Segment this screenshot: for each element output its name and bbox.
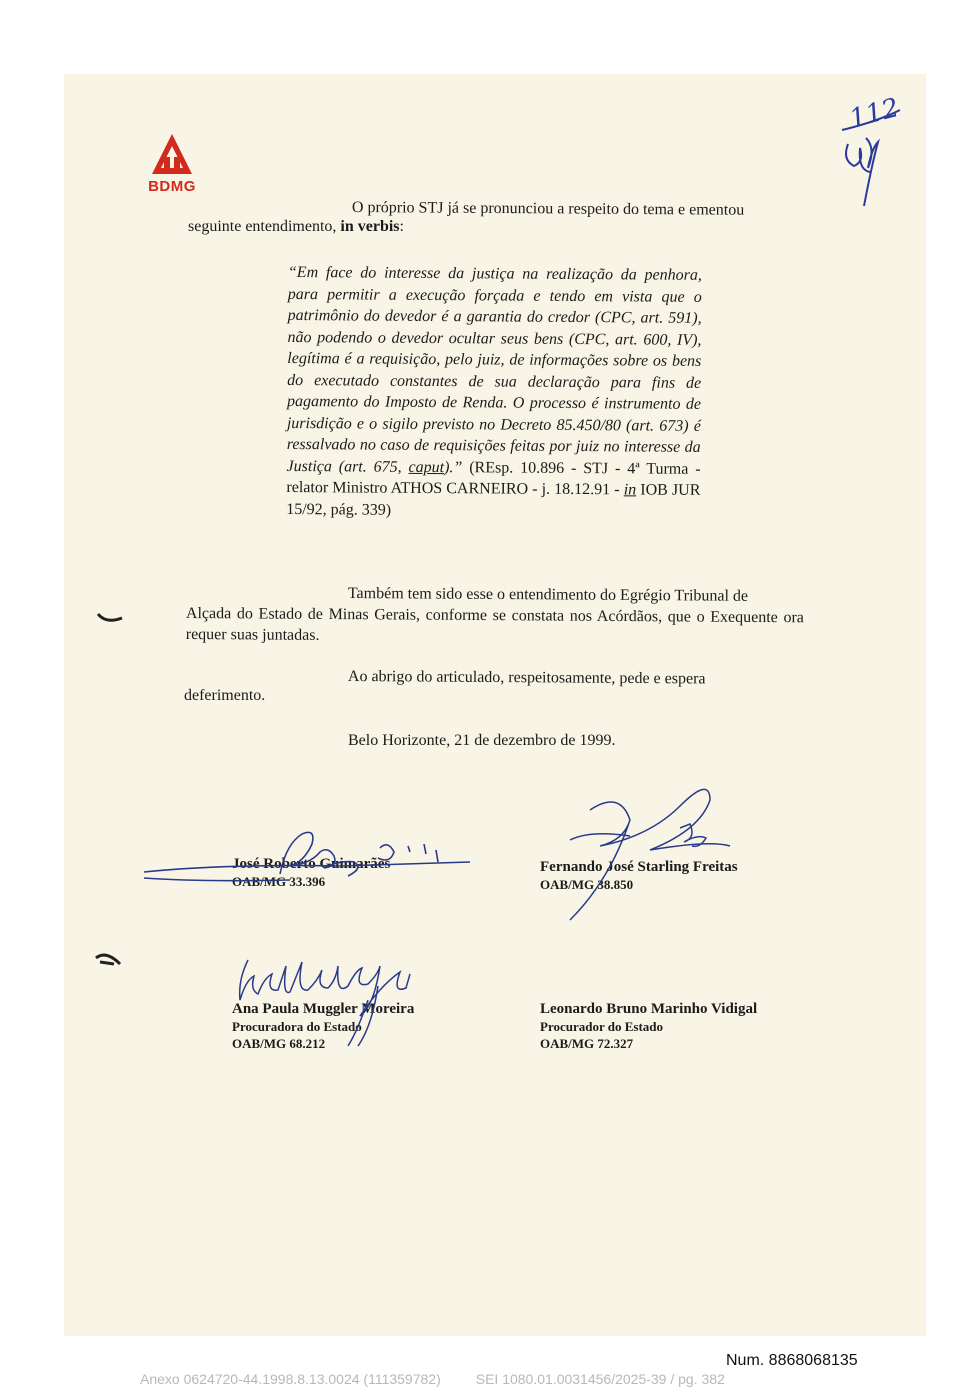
handwritten-page-mark (836, 92, 916, 212)
signatory-registration: OAB/MG 33.396 (232, 874, 326, 889)
signature-block-4 (540, 1000, 820, 1052)
signatory-title: Procurador do Estado (540, 1019, 664, 1034)
date-line: Belo Horizonte, 21 de dezembro de 1999. (348, 732, 616, 749)
handwritten-signature-2 (560, 780, 730, 920)
signatory-registration: OAB/MG 38.850 (540, 877, 634, 892)
handwritten-signature-1 (140, 820, 480, 890)
signatory-name: Ana Paula Muggler Moreira (232, 1001, 415, 1017)
quote-citation: (REsp. 10.896 - STJ - 4ª Turma - relator Ministro ATHOS CARNEIRO - j. 18.12.91 - (286, 458, 701, 499)
paragraph-1-text: seguinte entendimento, (188, 218, 341, 235)
signature-3-icon (228, 950, 468, 1050)
quote-in: in (623, 481, 637, 499)
paragraph-1-colon: : (399, 218, 404, 235)
paragraph-3-second-line: deferimento. (184, 687, 266, 704)
quote-caput: caput (408, 458, 445, 476)
bdmg-logo (136, 130, 208, 196)
signatory-name: José Roberto Guimarães (232, 856, 391, 872)
handwritten-page-number: 112 (846, 92, 903, 135)
logo-text: BDMG (148, 178, 196, 195)
quote-italic-end: ).” (444, 458, 463, 476)
quote-italic-text: “Em face do interesse da justiça na realização da penhora, para permitir a execução forçada e tendo em vista que o patrimônio do devedor é a garantia do credor (CPC, art. 591), não podendo o devedor ocultar seus bens (CPC, art. 600, IV), legítima é a requisição, pelo juiz, de informações sobre os bens do executado constantes de sua declaração para fins de pagamento do Imposto de Renda. O processo é instrumento de jurisdição e o sigilo previsto no Decreto 85.450/80 (art. 673) é ressalvado no caso de requisições feitas por juiz no interesse da Justiça (art. 675, (286, 263, 702, 476)
margin-mark-2 (94, 950, 124, 970)
paragraph-3-first-line: Ao abrigo do articulado, respeitosamente, pede e espera (347, 667, 706, 688)
bdmg-logo-icon (136, 130, 208, 180)
signatory-registration: OAB/MG 72.327 (540, 1036, 634, 1051)
signature-2-icon (560, 780, 730, 920)
signatory-registration: OAB/MG 68.212 (232, 1036, 326, 1051)
in-verbis-text: in verbis (340, 218, 400, 235)
ink-mark-icon (96, 608, 126, 624)
paragraph-1-first-line: O próprio STJ já se pronunciou a respeito do tema e ementou (351, 198, 745, 219)
paragraph-2-first-line: Também tem sido esse o entendimento do Egrégio Tribunal de (347, 584, 749, 605)
handwritten-mark-icon (836, 92, 916, 212)
signature-1-icon (140, 820, 480, 890)
ink-mark-icon (94, 950, 124, 970)
quote-citation-end: IOB JUR 15/92, pág. 339) (286, 481, 701, 519)
handwritten-signature-3 (228, 950, 468, 1050)
margin-mark (96, 608, 126, 624)
footer-reference: Anexo 0624720-44.1998.8.13.0024 (111359782) SEI 1080.01.0031456/2025-39 / pg. 382 (140, 1371, 725, 1387)
paragraph-1-second-line (188, 216, 648, 237)
document-number: Num. 8868068135 (726, 1352, 858, 1369)
signatory-title: Procuradora do Estado (232, 1019, 362, 1034)
signatory-name: Fernando José Starling Freitas (540, 859, 738, 875)
jurisprudence-quote (286, 262, 702, 523)
paragraph-2-body: Alçada do Estado de Minas Gerais, conforme se constata nos Acórdãos, que o Exequente ora requer suas juntadas. (185, 604, 804, 644)
signatory-name: Leonardo Bruno Marinho Vidigal (540, 1001, 758, 1017)
